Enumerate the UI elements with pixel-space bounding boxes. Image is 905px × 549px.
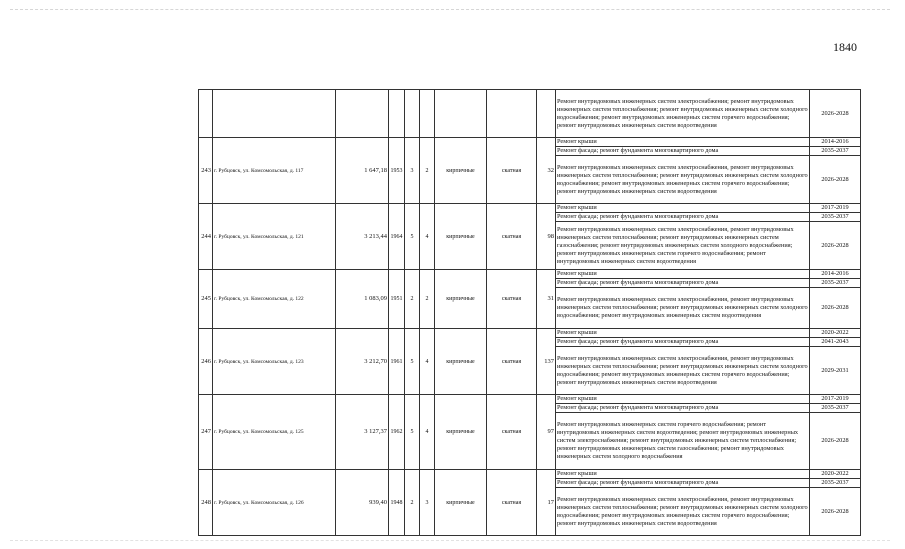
table-row bbox=[199, 395, 861, 404]
entrances-cell: 2 bbox=[420, 138, 435, 204]
walls-material-cell: кирпичные bbox=[435, 270, 487, 329]
address-cell: г. Рубцовск, ул. Комсомольская, д. 126 bbox=[213, 470, 336, 536]
work-description-cell: Ремонт фасада; ремонт фундамента многоквартирного дома bbox=[556, 279, 810, 288]
work-period-cell: 2026-2028 bbox=[810, 488, 861, 536]
work-description-cell: Ремонт крыши bbox=[556, 329, 810, 338]
walls-material-cell: кирпичные bbox=[435, 395, 487, 470]
residents-cell: 32 bbox=[537, 138, 556, 204]
entrances-cell: 4 bbox=[420, 204, 435, 270]
work-period-cell: 2026-2028 bbox=[810, 90, 861, 138]
address-cell: г. Рубцовск, ул. Комсомольская, д. 122 bbox=[213, 270, 336, 329]
work-description-cell: Ремонт фасада; ремонт фундамента многоквартирного дома bbox=[556, 479, 810, 488]
address-cell: г. Рубцовск, ул. Комсомольская, д. 123 bbox=[213, 329, 336, 395]
work-period-cell: 2026-2028 bbox=[810, 156, 861, 204]
work-period-cell: 2017-2019 bbox=[810, 204, 861, 213]
address-cell: г. Рубцовск, ул. Комсомольская, д. 121 bbox=[213, 204, 336, 270]
house-number-cell: 244 bbox=[199, 204, 213, 270]
house-number-cell: 248 bbox=[199, 470, 213, 536]
year-cell: 1964 bbox=[389, 204, 405, 270]
work-description-cell: Ремонт крыши bbox=[556, 138, 810, 147]
repair-schedule-table bbox=[198, 89, 861, 536]
year-cell: 1962 bbox=[389, 395, 405, 470]
residents-cell: 97 bbox=[537, 395, 556, 470]
entrances-cell: 2 bbox=[420, 270, 435, 329]
floors-cell: 5 bbox=[405, 329, 420, 395]
work-description-cell: Ремонт внутридомовых инженерных систем электроснабжения; ремонт внутридомовых инженерных систем теплоснабжения; ремонт внутридомовых инженерных систем холодного водоснабжения; ремонт внутридомовых инженерных систем горячего водоснабжения; ремонт внутридомовых инженерных систем водоотведения bbox=[556, 90, 810, 138]
house-number-cell: 245 bbox=[199, 270, 213, 329]
work-period-cell: 2017-2019 bbox=[810, 395, 861, 404]
table-row bbox=[199, 270, 861, 279]
floors-cell bbox=[405, 90, 420, 138]
work-period-cell: 2035-2037 bbox=[810, 147, 861, 156]
roof-type-cell: скатная bbox=[487, 204, 537, 270]
table-row bbox=[199, 204, 861, 213]
address-cell: г. Рубцовск, ул. Комсомольская, д. 125 bbox=[213, 395, 336, 470]
walls-material-cell: кирпичные bbox=[435, 329, 487, 395]
table-row bbox=[199, 470, 861, 479]
residents-cell: 17 bbox=[537, 470, 556, 536]
work-period-cell: 2026-2028 bbox=[810, 288, 861, 329]
roof-type-cell: скатная bbox=[487, 329, 537, 395]
floors-cell: 3 bbox=[405, 138, 420, 204]
house-number-cell: 243 bbox=[199, 138, 213, 204]
floors-cell: 2 bbox=[405, 470, 420, 536]
table-row bbox=[199, 138, 861, 147]
work-description-cell: Ремонт внутридомовых инженерных систем электроснабжения, ремонт внутридомовых инженерных систем теплоснабжения; ремонт внутридомовых инженерных систем газоснабжения; ремонт внутридомовых инженерных систем холодного водоснабжения; ремонт внутридомовых инженерных систем горячего водоснабжения; ремонт внутридомовых инженерных систем водоотведения bbox=[556, 222, 810, 270]
work-description-cell: Ремонт внутридомовых инженерных систем электроснабжения, ремонт внутридомовых инженерных систем теплоснабжения; ремонт внутридомовых инженерных систем холодного водоснабжения; ремонт внутридомовых инженерных систем горячего водоснабжения; ремонт внутридомовых инженерных систем водоотведения bbox=[556, 347, 810, 395]
work-description-cell: Ремонт фасада; ремонт фундамента многоквартирного дома bbox=[556, 338, 810, 347]
work-description-cell: Ремонт внутридомовых инженерных систем горячего водоснабжения; ремонт внутридомовых инженерных систем водоотведения; ремонт внутридомовых инженерных систем электроснабжения; ремонт внутридомовых инженерных систем теплоснабжения; ремонт внутридомовых инженерных систем газоснабжения; ремонт внутридомовых инженерных систем холодного водоснабжения bbox=[556, 413, 810, 470]
house-number-cell: 246 bbox=[199, 329, 213, 395]
roof-type-cell: скатная bbox=[487, 395, 537, 470]
work-period-cell: 2014-2016 bbox=[810, 138, 861, 147]
work-description-cell: Ремонт крыши bbox=[556, 470, 810, 479]
work-description-cell: Ремонт внутридомовых инженерных систем электроснабжения, ремонт внутридомовых инженерных систем теплоснабжения; ремонт внутридомовых инженерных систем холодного водоснабжения; ремонт внутридомовых инженерных систем горячего водоснабжения; ремонт внутридомовых инженерных систем водоотведения bbox=[556, 156, 810, 204]
area-cell: 1 083,09 bbox=[336, 270, 389, 329]
year-cell: 1953 bbox=[389, 138, 405, 204]
area-cell: 1 647,18 bbox=[336, 138, 389, 204]
work-period-cell: 2014-2016 bbox=[810, 270, 861, 279]
roof-type-cell bbox=[487, 90, 537, 138]
work-description-cell: Ремонт фасада; ремонт фундамента многоквартирного дома bbox=[556, 213, 810, 222]
work-period-cell: 2026-2028 bbox=[810, 222, 861, 270]
work-description-cell: Ремонт фасада; ремонт фундамента многоквартирного дома bbox=[556, 147, 810, 156]
year-cell: 1948 bbox=[389, 470, 405, 536]
area-cell: 3 212,70 bbox=[336, 329, 389, 395]
work-period-cell: 2035-2037 bbox=[810, 479, 861, 488]
residents-cell bbox=[537, 90, 556, 138]
floors-cell: 5 bbox=[405, 204, 420, 270]
work-period-cell: 2026-2028 bbox=[810, 413, 861, 470]
area-cell: 939,40 bbox=[336, 470, 389, 536]
address-cell: г. Рубцовск, ул. Комсомольская, д. 117 bbox=[213, 138, 336, 204]
work-period-cell: 2029-2031 bbox=[810, 347, 861, 395]
work-period-cell: 2041-2043 bbox=[810, 338, 861, 347]
table-row bbox=[199, 90, 861, 138]
walls-material-cell bbox=[435, 90, 487, 138]
residents-cell: 137 bbox=[537, 329, 556, 395]
scan-top-edge bbox=[10, 9, 890, 10]
house-number-cell bbox=[199, 90, 213, 138]
work-period-cell: 2035-2037 bbox=[810, 213, 861, 222]
table-row bbox=[199, 329, 861, 338]
work-period-cell: 2020-2022 bbox=[810, 470, 861, 479]
roof-type-cell: скатная bbox=[487, 270, 537, 329]
residents-cell: 98 bbox=[537, 204, 556, 270]
floors-cell: 2 bbox=[405, 270, 420, 329]
work-description-cell: Ремонт крыши bbox=[556, 395, 810, 404]
walls-material-cell: кирпичные bbox=[435, 470, 487, 536]
year-cell: 1951 bbox=[389, 270, 405, 329]
entrances-cell: 3 bbox=[420, 470, 435, 536]
area-cell: 3 213,44 bbox=[336, 204, 389, 270]
house-number-cell: 247 bbox=[199, 395, 213, 470]
work-description-cell: Ремонт внутридомовых инженерных систем электроснабжения, ремонт внутридомовых инженерных систем теплоснабжения; ремонт внутридомовых инженерных систем холодного водоснабжения; ремонт внутридомовых инженерных систем водоотведения bbox=[556, 288, 810, 329]
entrances-cell bbox=[420, 90, 435, 138]
year-cell: 1961 bbox=[389, 329, 405, 395]
area-cell: 3 127,37 bbox=[336, 395, 389, 470]
work-period-cell: 2035-2037 bbox=[810, 404, 861, 413]
page-number: 1840 bbox=[833, 40, 857, 54]
work-description-cell: Ремонт крыши bbox=[556, 270, 810, 279]
floors-cell: 5 bbox=[405, 395, 420, 470]
scan-bottom-edge bbox=[10, 540, 890, 541]
entrances-cell: 4 bbox=[420, 329, 435, 395]
work-description-cell: Ремонт фасада; ремонт фундамента многоквартирного дома bbox=[556, 404, 810, 413]
address-cell bbox=[213, 90, 336, 138]
year-cell bbox=[389, 90, 405, 138]
residents-cell: 31 bbox=[537, 270, 556, 329]
roof-type-cell: скатная bbox=[487, 138, 537, 204]
roof-type-cell: скатная bbox=[487, 470, 537, 536]
work-description-cell: Ремонт внутридомовых инженерных систем электроснабжения, ремонт внутридомовых инженерных систем теплоснабжения; ремонт внутридомовых инженерных систем холодного водоснабжения; ремонт внутридомовых инженерных систем горячего водоснабжения; ремонт внутридомовых инженерных систем водоотведения bbox=[556, 488, 810, 536]
walls-material-cell: кирпичные bbox=[435, 204, 487, 270]
work-period-cell: 2035-2037 bbox=[810, 279, 861, 288]
area-cell bbox=[336, 90, 389, 138]
work-period-cell: 2020-2022 bbox=[810, 329, 861, 338]
entrances-cell: 4 bbox=[420, 395, 435, 470]
walls-material-cell: кирпичные bbox=[435, 138, 487, 204]
work-description-cell: Ремонт крыши bbox=[556, 204, 810, 213]
